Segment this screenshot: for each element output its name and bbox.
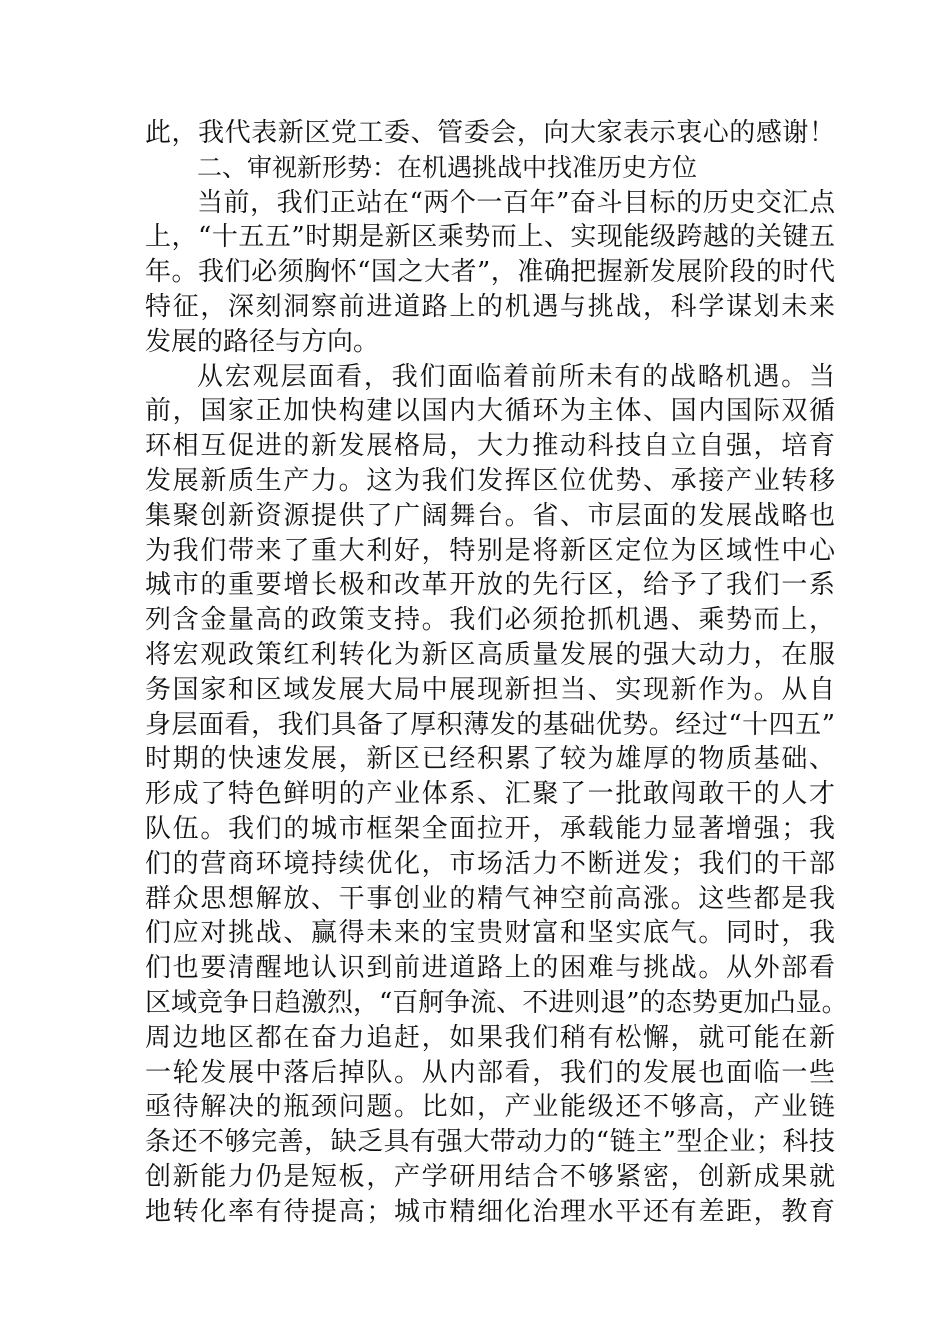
paragraph-line: 从宏观层面看，我们面临着前所未有的战略机遇。当 [197,361,835,392]
paragraph-line: 务国家和区域发展大局中展现新担当、实现新作为。从自 [145,674,835,705]
paragraph-line: 城市的重要增长极和改革开放的先行区，给予了我们一系 [145,570,835,601]
paragraph-line: 身层面看，我们具备了厚积薄发的基础优势。经过“十四五” [145,709,835,740]
document-body [145,116,848,1230]
paragraph-line: 们的营商环境持续优化，市场活力不断迸发；我们的干部 [145,848,835,879]
paragraph-line: 将宏观政策红利转化为新区高质量发展的强大动力，在服 [145,639,835,670]
paragraph-line: 亟待解决的瓶颈问题。比如，产业能级还不够高，产业链 [145,1092,835,1123]
paragraph-line: 发展的路径与方向。 [145,326,380,357]
paragraph-line: 们应对挑战、赢得未来的宝贵财富和坚实底气。同时，我 [145,918,835,949]
paragraph-line: 时期的快速发展，新区已经积累了较为雄厚的物质基础、 [145,744,835,775]
paragraph-line: 群众思想解放、干事创业的精气神空前高涨。这些都是我 [145,883,835,914]
paragraph-line: 当前，我们正站在“两个一百年”奋斗目标的历史交汇点 [197,187,835,218]
paragraph-current-situation [145,186,835,360]
paragraph-line: 地转化率有待提高；城市精细化治理水平还有差距，教育 [145,1196,835,1227]
paragraph-line: 队伍。我们的城市框架全面拉开，承载能力显著增强；我 [145,813,835,844]
paragraph-line: 区域竞争日趋激烈，“百舸争流、不进则退”的态势更加凸显。 [145,987,848,1018]
paragraph-line: 形成了特色鲜明的产业体系、汇聚了一批敢闯敢干的人才 [145,779,835,810]
paragraph-line: 周边地区都在奋力追赶，如果我们稍有松懈，就可能在新 [145,1022,835,1053]
paragraph-line: 年。我们必须胸怀“国之大者”，准确把握新发展阶段的时代 [145,257,835,288]
paragraph-line: 条还不够完善，缺乏具有强大带动力的“链主”型企业；科技 [145,1127,835,1158]
paragraph-line: 创新能力仍是短板，产学研用结合不够紧密，创新成果就 [145,1161,835,1192]
paragraph-macro-opportunities [145,360,848,1230]
paragraph-line: 特征，深刻洞察前进道路上的机遇与挑战，科学谋划未来 [145,291,835,322]
paragraph-line: 发展新质生产力。这为我们发挥区位优势、承接产业转移 [145,465,835,496]
paragraph-line: 上，“十五五”时期是新区乘势而上、实现能级跨越的关键五 [145,222,835,253]
paragraph-line: 一轮发展中落后掉队。从内部看，我们的发展也面临一些 [145,1057,835,1088]
closing-line: 此，我代表新区党工委、管委会，向大家表示衷心的感谢！ [145,118,835,148]
section-heading: 二、审视新形势：在机遇挑战中找准历史方位 [197,152,698,182]
paragraph-line: 集聚创新资源提供了广阔舞台。省、市层面的发展战略也 [145,500,835,531]
paragraph-line: 前，国家正加快构建以国内大循环为主体、国内国际双循 [145,396,835,427]
paragraph-line: 为我们带来了重大利好，特别是将新区定位为区域性中心 [145,535,835,566]
paragraph-line: 列含金量高的政策支持。我们必须抢抓机遇、乘势而上， [145,605,835,636]
paragraph-line: 环相互促进的新发展格局，大力推动科技自立自强，培育 [145,431,835,462]
paragraph-line: 们也要清醒地认识到前进道路上的困难与挑战。从外部看 [145,953,835,984]
